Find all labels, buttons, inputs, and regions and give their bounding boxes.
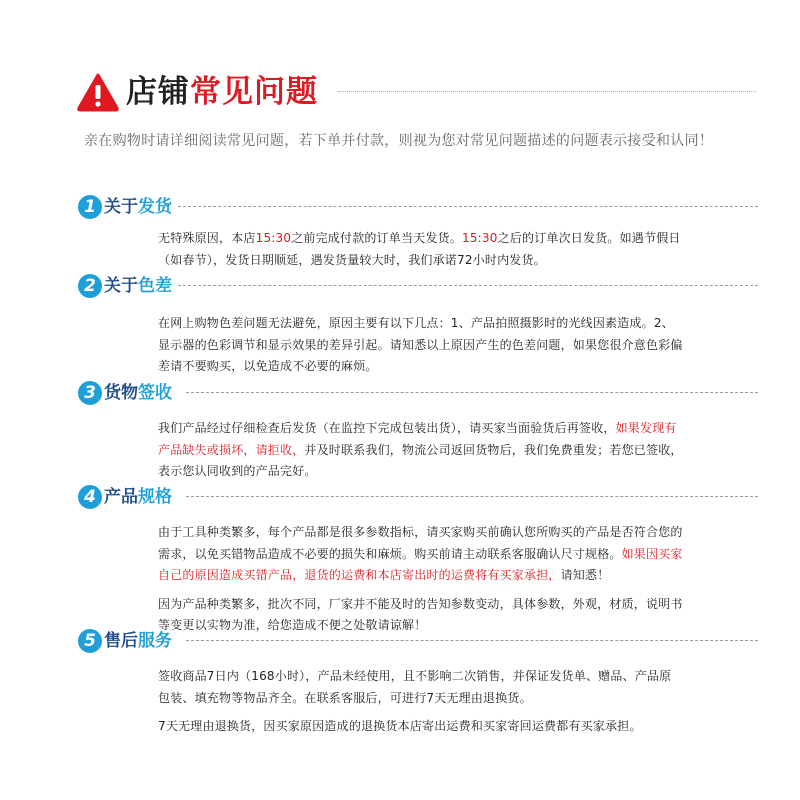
faq-section-3: [78, 380, 758, 483]
paragraph-text: 请知悉！: [560, 568, 610, 582]
section-body: [158, 522, 683, 637]
section-paragraph: [158, 313, 683, 378]
highlight-text: 15:30: [255, 231, 292, 245]
section-divider: [178, 206, 758, 207]
paragraph-gap: [158, 709, 683, 716]
faq-section-4: [78, 484, 758, 637]
section-divider: [186, 640, 758, 641]
section-divider: [186, 496, 758, 497]
section-title-prefix: 关于: [104, 197, 138, 217]
section-body: [158, 228, 683, 271]
section-body: [158, 313, 683, 378]
paragraph-text: 并及时联系我们，物流公司返回货物后，我们免费重发；若您已签收，表示您认同收到的产品完好。: [158, 442, 683, 478]
section-title-prefix: 关于: [104, 276, 138, 296]
page-title: [126, 74, 318, 110]
section-title: [104, 382, 172, 404]
paragraph-text: 因为产品种类繁多，批次不同，厂家并不能及时的告知参数变动，具体参数，外观，材质，说明书等变更以实物为准，给您造成不便之处敬请谅解！: [158, 596, 683, 632]
section-body: [158, 666, 683, 738]
faq-section-5: [78, 628, 758, 738]
paragraph-text: 7天无理由退换货，因买家原因造成的退换货本店寄出运费和买家寄回运费都有买家承担。: [158, 719, 642, 733]
section-header: [78, 273, 758, 301]
section-title-prefix: 货物: [104, 383, 138, 403]
intro-text: 亲在购物时请详细阅读常见问题，若下单并付款，则视为您对常见问题描述的问题表示接受和认同！: [84, 133, 714, 149]
highlight-text: 15:30: [462, 231, 498, 245]
section-title-keyword: 发货: [138, 197, 172, 217]
section-title: [104, 630, 172, 652]
header-divider: [338, 91, 756, 92]
section-header: [78, 194, 758, 222]
section-title: [104, 486, 172, 508]
paragraph-text: 之前完成付款的订单当天发货。: [291, 231, 463, 245]
section-divider: [178, 285, 758, 286]
section-divider: [186, 392, 758, 393]
section-header: [78, 628, 758, 656]
section-title: [104, 275, 172, 297]
highlight-text: 如果因买家自己的原因造成买错产品，退货的运费和本店寄出时的运费将有买家承担，: [158, 546, 683, 582]
section-paragraph: [158, 666, 683, 709]
section-body: [158, 418, 683, 483]
section-number-badge: 2: [78, 274, 102, 298]
section-paragraph: [158, 716, 683, 738]
section-title-keyword: 服务: [138, 631, 172, 651]
page-title-part1: 店铺: [126, 74, 190, 110]
warning-icon: [76, 72, 120, 112]
section-title-prefix: 产品: [104, 487, 138, 507]
section-paragraph: [158, 228, 683, 271]
section-header: [78, 484, 758, 512]
highlight-text: 如果发现有产品缺失或损坏，请拒收，: [158, 421, 677, 457]
section-paragraph: [158, 522, 683, 587]
paragraph-text: 在网上购物色差问题无法避免，原因主要有以下几点：1、产品拍照摄影时的光线因素造成。2、显示器的色彩调节和显示效果的差异引起。请知悉以上原因产生的色差问题，如果您很介意色彩偏差请不要购买，以免造成不必要的麻烦。: [158, 316, 683, 373]
section-title: [104, 196, 172, 218]
section-title-prefix: 售后: [104, 631, 138, 651]
paragraph-text: 签收商品7日内（168小时），产品未经使用，且不影响二次销售，并保证发货单、赠品、产品原包装、填充物等物品齐全。在联系客服后，可进行7天无理由退换货。: [158, 669, 672, 705]
paragraph-text: 无特殊原因，本店: [158, 231, 256, 245]
section-number-badge: 3: [78, 381, 102, 405]
faq-section-1: [78, 194, 758, 271]
faq-section-2: [78, 273, 758, 378]
paragraph-text: 由于工具种类繁多，每个产品都是很多参数指标，请买家购买前确认您所购买的产品是否符合您的需求，以免买错物品造成不必要的损失和麻烦。购买前请主动联系客服确认尺寸规格。: [158, 525, 683, 561]
paragraph-gap: [158, 587, 683, 594]
paragraph-text: 之后的订单次日发货。如遇节假日（如春节），发货日期顺延，遇发货量较大时，我们承诺72小时内发货。: [158, 231, 681, 267]
section-number-badge: 4: [78, 485, 102, 509]
section-number-badge: 5: [78, 629, 102, 653]
section-header: [78, 380, 758, 408]
section-title-keyword: 规格: [138, 487, 172, 507]
section-title-keyword: 色差: [138, 276, 172, 296]
section-title-keyword: 签收: [138, 383, 172, 403]
section-paragraph: [158, 418, 683, 483]
page-title-part2: 常见问题: [190, 74, 318, 110]
paragraph-text: 我们产品经过仔细检查后发货（在监控下完成包装出货），请买家当面验货后再签收，: [158, 421, 616, 435]
faq-header: [76, 70, 756, 114]
section-number-badge: 1: [78, 195, 102, 219]
